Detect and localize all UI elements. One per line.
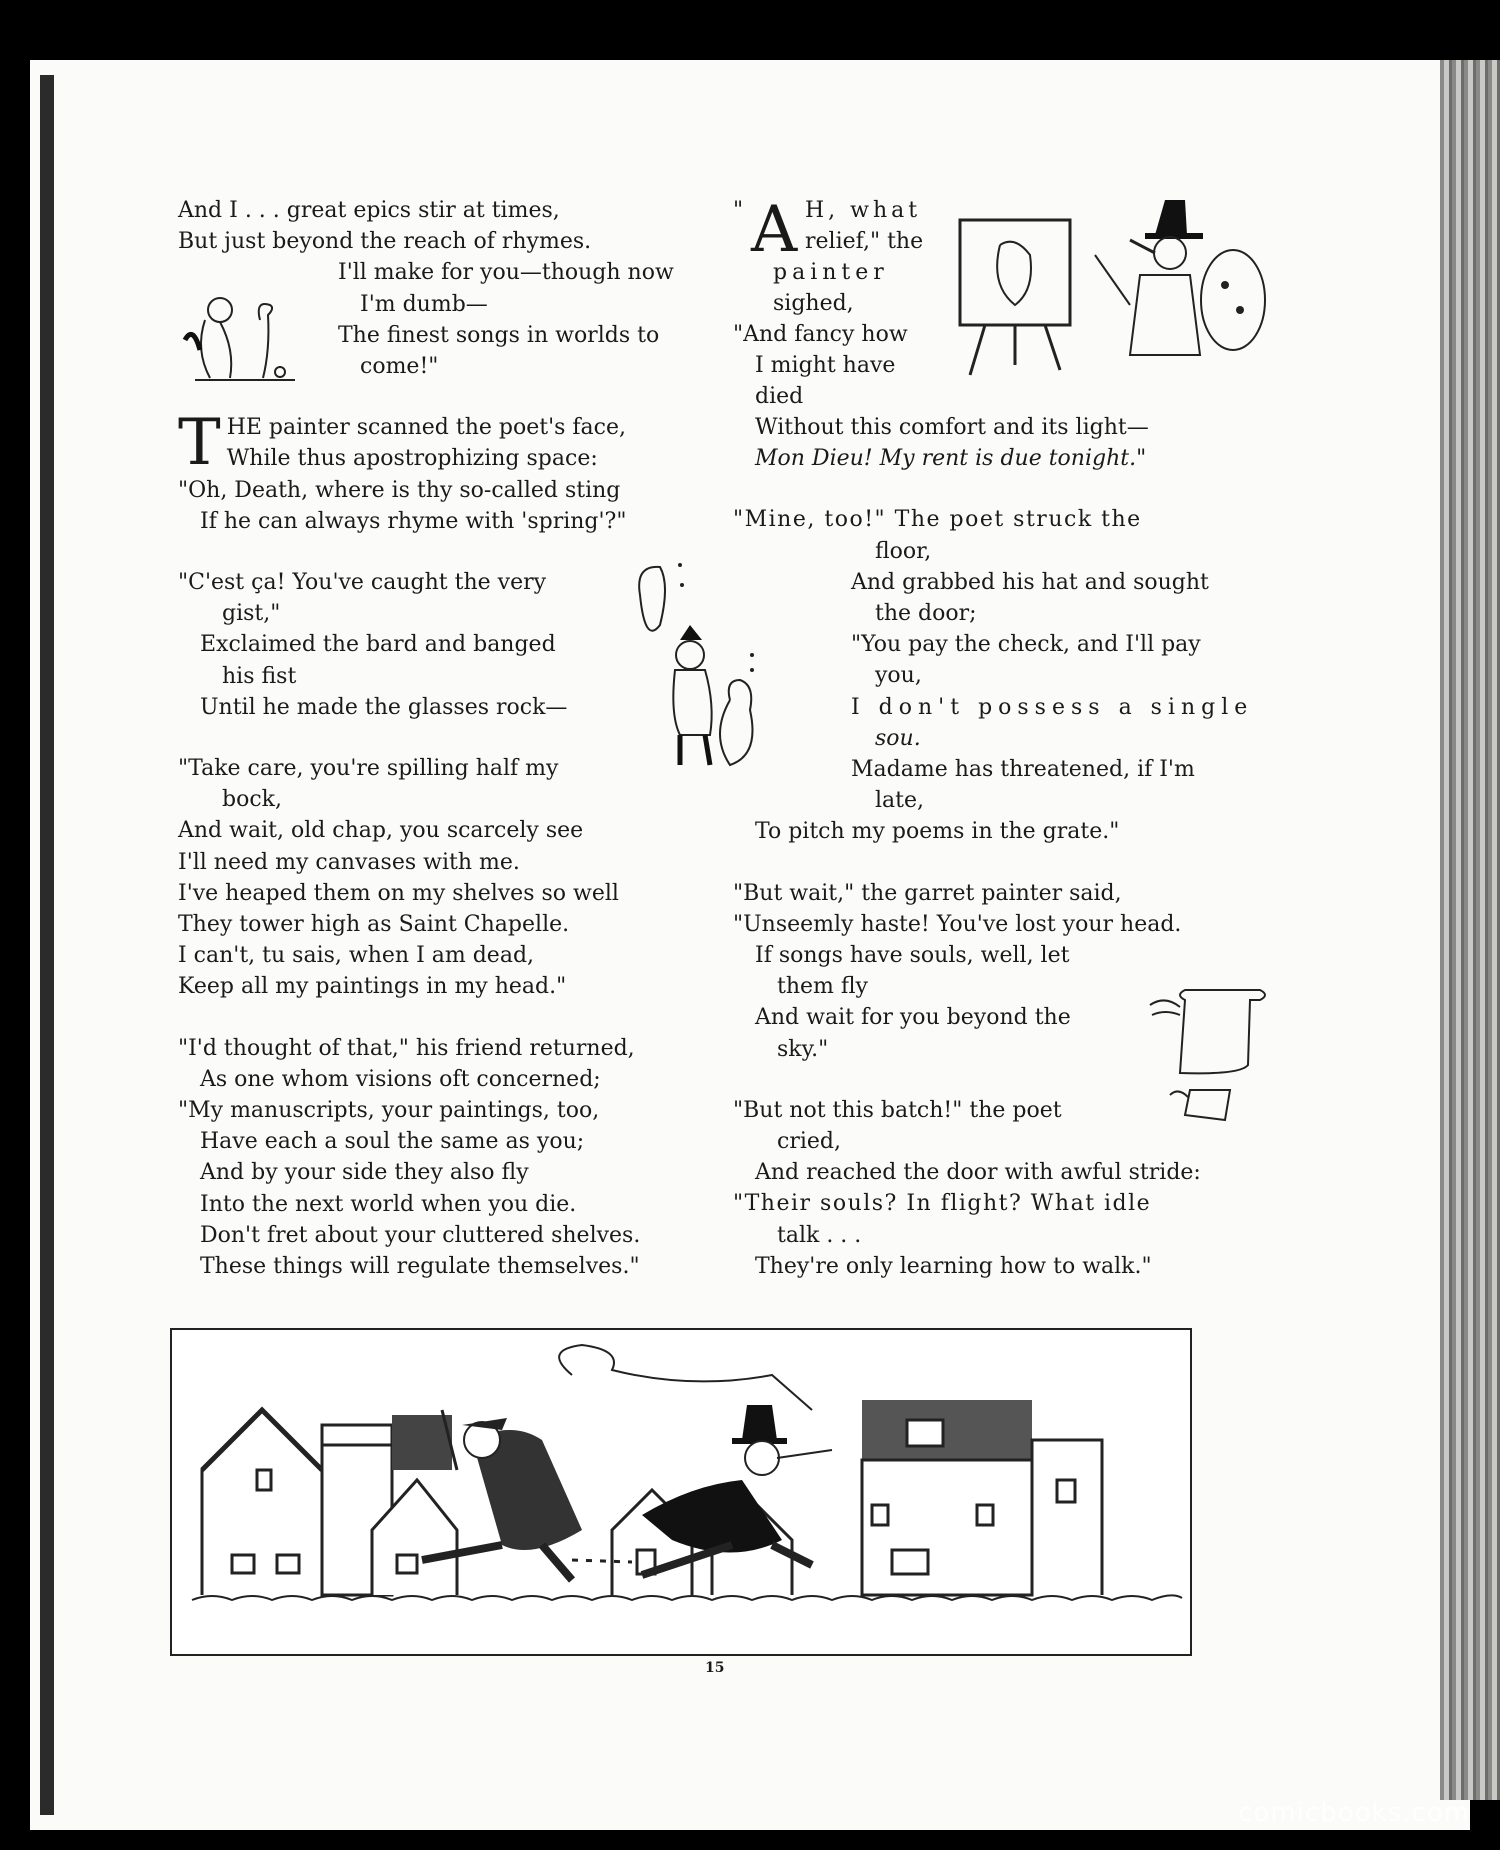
- verse-line: sou.: [875, 725, 921, 751]
- poet-with-goose-illustration: [175, 280, 305, 390]
- verse-line: If songs have souls, well, let: [755, 943, 1070, 969]
- verse-line: you,: [875, 663, 922, 689]
- verse-line: "But not this batch!" the poet: [733, 1097, 1062, 1123]
- verse-line: And wait, old chap, you scarcely see: [178, 818, 584, 844]
- verse-line: Into the next world when you die.: [200, 1191, 577, 1217]
- verse-line: "Unseemly haste! You've lost your head.: [733, 911, 1182, 937]
- verse-line: "But wait," the garret painter said,: [733, 880, 1122, 906]
- verse-line: "I'd thought of that," his friend returned,: [178, 1035, 635, 1061]
- verse-line: Exclaimed the bard and banged: [200, 632, 556, 658]
- verse-line: H, what: [805, 198, 922, 223]
- verse-line: cried,: [777, 1129, 841, 1155]
- drop-cap: T: [178, 406, 221, 481]
- verse-line: the door;: [875, 601, 977, 627]
- verse-line: The finest songs in worlds to: [338, 322, 660, 348]
- verse-line: Without this comfort and its light—: [755, 415, 1149, 440]
- verse-line: them fly: [777, 974, 868, 1000]
- stanza: [178, 1033, 708, 1283]
- verse-line: Don't fret about your cluttered shelves.: [200, 1222, 641, 1248]
- verse-line: They tower high as Saint Chapelle.: [178, 912, 570, 938]
- verse-line: "You pay the check, and I'll pay: [851, 632, 1201, 658]
- verse-line: Have each a soul the same as you;: [200, 1129, 585, 1155]
- verse-line: And reached the door with awful stride:: [755, 1160, 1201, 1186]
- page-number: 15: [705, 1660, 725, 1676]
- verse-line: come!": [360, 354, 439, 380]
- painter-at-easel-illustration: [955, 195, 1275, 375]
- verse-line: talk . . .: [777, 1222, 862, 1248]
- verse-line: sighed,: [773, 291, 854, 316]
- drop-cap: A: [751, 193, 798, 267]
- verse-line: HE painter scanned the poet's face,: [226, 415, 626, 441]
- book-edge: [1440, 60, 1500, 1800]
- village-scene: [172, 1330, 1190, 1654]
- verse-line: "Their souls? In flight? What idle: [733, 1191, 1152, 1217]
- verse-line: As one whom visions oft concerned;: [200, 1066, 601, 1092]
- verse-line: painter: [773, 260, 889, 285]
- verse-line: They're only learning how to walk.": [755, 1253, 1152, 1279]
- verse-line: And wait for you beyond the: [755, 1005, 1071, 1031]
- verse-line: "Mine, too!" The poet struck the: [733, 507, 1142, 533]
- verse-line: floor,: [875, 538, 932, 564]
- open-quote: ": [733, 198, 744, 223]
- verse-line: gist,": [222, 601, 281, 627]
- verse-line: "And fancy how: [733, 322, 908, 347]
- verse-line: Mon Dieu! My rent is due tonight.": [755, 446, 1147, 472]
- page-gutter-shadow: [40, 75, 54, 1815]
- verse-line: I'll need my canvases with me.: [178, 849, 520, 875]
- verse-line: To pitch my poems in the grate.": [755, 819, 1120, 845]
- verse-line: died: [755, 384, 804, 409]
- verse-line: And I . . . great epics stir at times,: [178, 198, 560, 223]
- verse-line: Until he made the glasses rock—: [200, 694, 568, 720]
- verse-line: Keep all my paintings in my head.": [178, 974, 567, 1000]
- watermark: comicbooks.com: [1238, 1798, 1470, 1828]
- toasting-figures-illustration: [610, 555, 810, 795]
- street-chase-illustration: [170, 1328, 1192, 1656]
- verse-line: I'm dumb—: [360, 291, 488, 317]
- verse-line: But just beyond the reach of rhymes.: [178, 229, 592, 255]
- verse-line: And by your side they also fly: [200, 1160, 529, 1186]
- verse-line: While thus apostrophizing space:: [226, 446, 598, 472]
- verse-line: sky.": [777, 1036, 829, 1062]
- stanza: [178, 406, 708, 537]
- verse-line: "C'est ça! You've caught the very: [178, 570, 547, 596]
- verse-line: If he can always rhyme with 'spring'?": [200, 508, 627, 534]
- verse-line: These things will regulate themselves.": [200, 1254, 640, 1280]
- verse-line: I might have: [755, 353, 896, 378]
- verse-line: late,: [875, 788, 925, 814]
- verse-line: Madame has threatened, if I'm: [851, 757, 1195, 783]
- verse-line: "My manuscripts, your paintings, too,: [178, 1098, 600, 1124]
- verse-line: I can't, tu sais, when I am dead,: [178, 943, 535, 969]
- flying-manuscripts-illustration: [1140, 985, 1280, 1125]
- verse-line: relief," the: [805, 229, 924, 254]
- verse-line: I've heaped them on my shelves so well: [178, 880, 619, 906]
- verse-line: I don't possess a single: [851, 694, 1254, 720]
- verse-line: bock,: [222, 787, 282, 813]
- verse-line: "Oh, Death, where is thy so-called sting: [178, 477, 621, 503]
- verse-line: "Take care, you're spilling half my: [178, 756, 559, 782]
- stanza: [733, 504, 1273, 847]
- verse-line: his fist: [222, 663, 297, 689]
- verse-line: I'll make for you—though now: [338, 260, 674, 286]
- verse-line: And grabbed his hat and sought: [851, 569, 1209, 595]
